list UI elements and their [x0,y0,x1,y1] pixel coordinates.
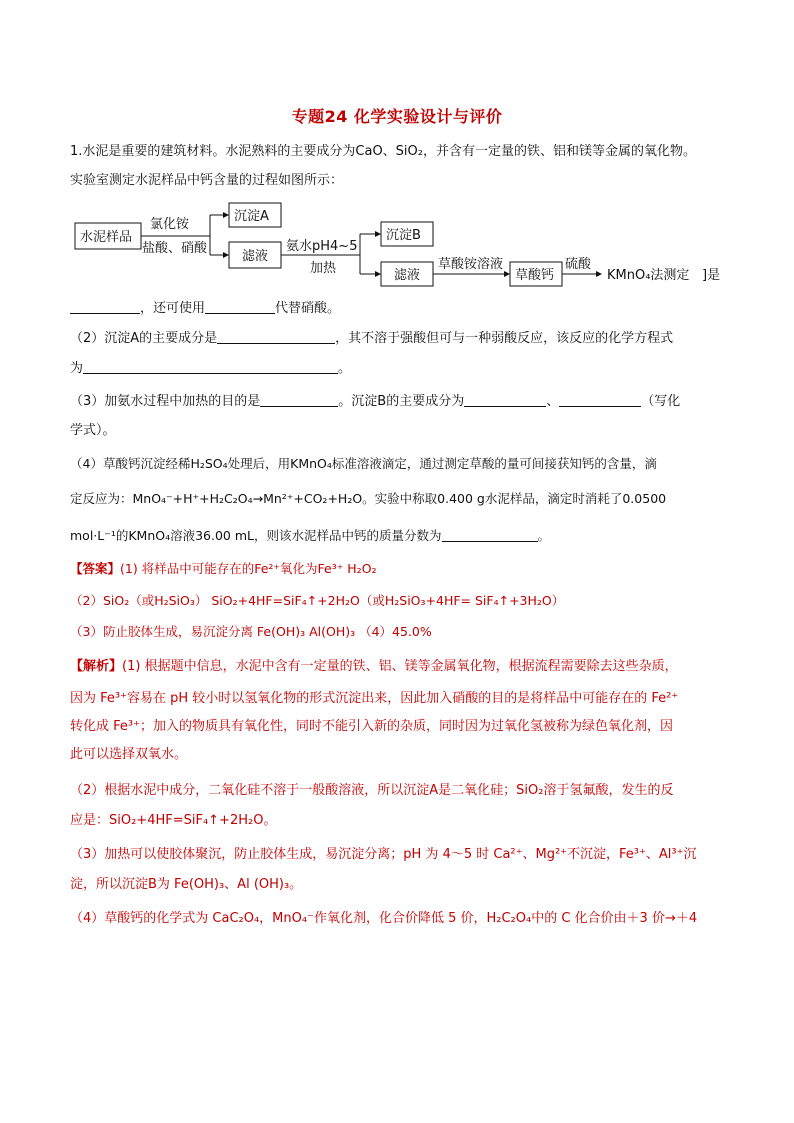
q1-continuation: ，还可使用 代替硝酸。 [70,300,340,318]
flow-tail-text: ]是 [702,268,721,283]
q4-line-3: mol·L⁻¹的KMnO₄溶液36.00 mL，则该水泥样品中钙的质量分数为 。 [70,528,551,543]
analysis-line-5: （2）根据水泥中成分，二氧化硅不溶于一般酸溶液，所以沉淀A是二氧化硅；SiO₂溶于氢氟酸，发生的反 [70,783,674,798]
flow-reagent4-label: 硫酸 [565,257,592,272]
answer-blank[interactable] [559,393,641,407]
flow-reagent3-label: 草酸铵溶液 [438,257,504,272]
flow-diagram [70,200,730,295]
flow-reagent2-bottom: 加热 [310,261,337,276]
flow-reagent1-top: 氯化铵 [150,217,190,232]
answer-blank[interactable] [464,393,546,407]
analysis-line-9: （4）草酸钙的化学式为 CaC₂O₄，MnO₄⁻作氧化剂，化合价降低 5 价，H₂C₂O₄中的 C 化合价由＋3 价→＋4 [70,911,698,926]
flow-filtrate1-label: 滤液 [242,249,269,264]
answer-blank[interactable] [70,300,140,314]
flow-sample-label: 水泥样品 [80,230,133,245]
q4-line-2: 定反应为：MnO₄⁻+H⁺+H₂C₂O₄→Mn²⁺+CO₂+H₂O。实验中称取0.400 g水泥样品，滴定时消耗了0.0500 [70,491,667,506]
q2-line-2: 为 。 [70,361,352,376]
answer-blank[interactable] [260,393,338,407]
analysis-line-8: 淀，所以沉淀B为 Fe(OH)₃、Al (OH)₃。 [70,877,303,892]
question-intro-1: 1.水泥是重要的建筑材料。水泥熟料的主要成分为CaO、SiO₂，并含有一定量的铁、铝和镁等金属的氧化物。 [70,144,696,159]
q3-line-1: （3）加氨水过程中加热的目的是 。沉淀B的主要成分为 、 （写化 [70,394,681,409]
answer-line-2: （2）SiO₂（或H₂SiO₃） SiO₂+4HF=SiF₄↑+2H₂O（或H₂SiO₃+4HF= SiF₄↑+3H₂O） [70,593,565,608]
answer-line-3: （3）防止胶体生成，易沉淀分离 Fe(OH)₃ Al(OH)₃ （4）45.0% [70,624,432,639]
answer-blank[interactable] [83,360,338,374]
analysis-line-3: 转化成 Fe³⁺；加入的物质具有氧化性，同时不能引入新的杂质，同时因为过氧化氢被称为绿色氧化剂，因 [70,719,673,734]
analysis-line-2: 因为 Fe³⁺容易在 pH 较小时以氢氧化物的形式沉淀出来，因此加入硝酸的目的是将样品中可能存在的 Fe²⁺ [70,691,679,706]
answer-blank[interactable] [217,330,335,344]
q3-line-2: 学式）。 [70,423,116,438]
flow-final-label: KMnO₄法测定 [607,268,690,283]
analysis-line-6: 应是：SiO₂+4HF=SiF₄↑+2H₂O。 [70,813,277,828]
q4-line-1: （4）草酸钙沉淀经稀H₂SO₄处理后，用KMnO₄标准溶液滴定，通过测定草酸的量可间接获知钙的含量，滴 [70,456,657,471]
flow-oxalate-label: 草酸钙 [515,268,555,283]
flow-reagent1-bottom: 盐酸、硝酸 [142,241,208,256]
page-title: 专题24 化学实验设计与评价 [291,107,503,126]
analysis-line-7: （3）加热可以使胶体聚沉，防止胶体生成，易沉淀分离；pH 为 4～5 时 Ca²⁺、Mg²⁺不沉淀，Fe³⁺、Al³⁺沉 [70,847,697,862]
flow-precip-a-label: 沉淀A [234,209,269,224]
flow-filtrate2-label: 滤液 [394,268,421,283]
analysis-line-1: 【解析】(1) 根据题中信息，水泥中含有一定量的铁、铝、镁等金属氧化物，根据流程需要除去这些杂质， [70,659,678,674]
answer-line-1: 【答案】(1) 将样品中可能存在的Fe²⁺氧化为Fe³⁺ H₂O₂ [70,561,377,576]
q2-line-1: （2）沉淀A的主要成分是 ，其不溶于强酸但可与一种弱酸反应，该反应的化学方程式 [70,331,674,346]
flow-reagent2-top: 氨水pH4~5 [286,239,358,254]
analysis-line-4: 此可以选择双氧水。 [70,747,188,762]
question-intro-2: 实验室测定水泥样品中钙含量的过程如图所示： [70,173,344,188]
answer-blank[interactable] [205,300,275,314]
flow-precip-b-label: 沉淀B [386,228,421,243]
answer-blank[interactable] [442,528,538,542]
